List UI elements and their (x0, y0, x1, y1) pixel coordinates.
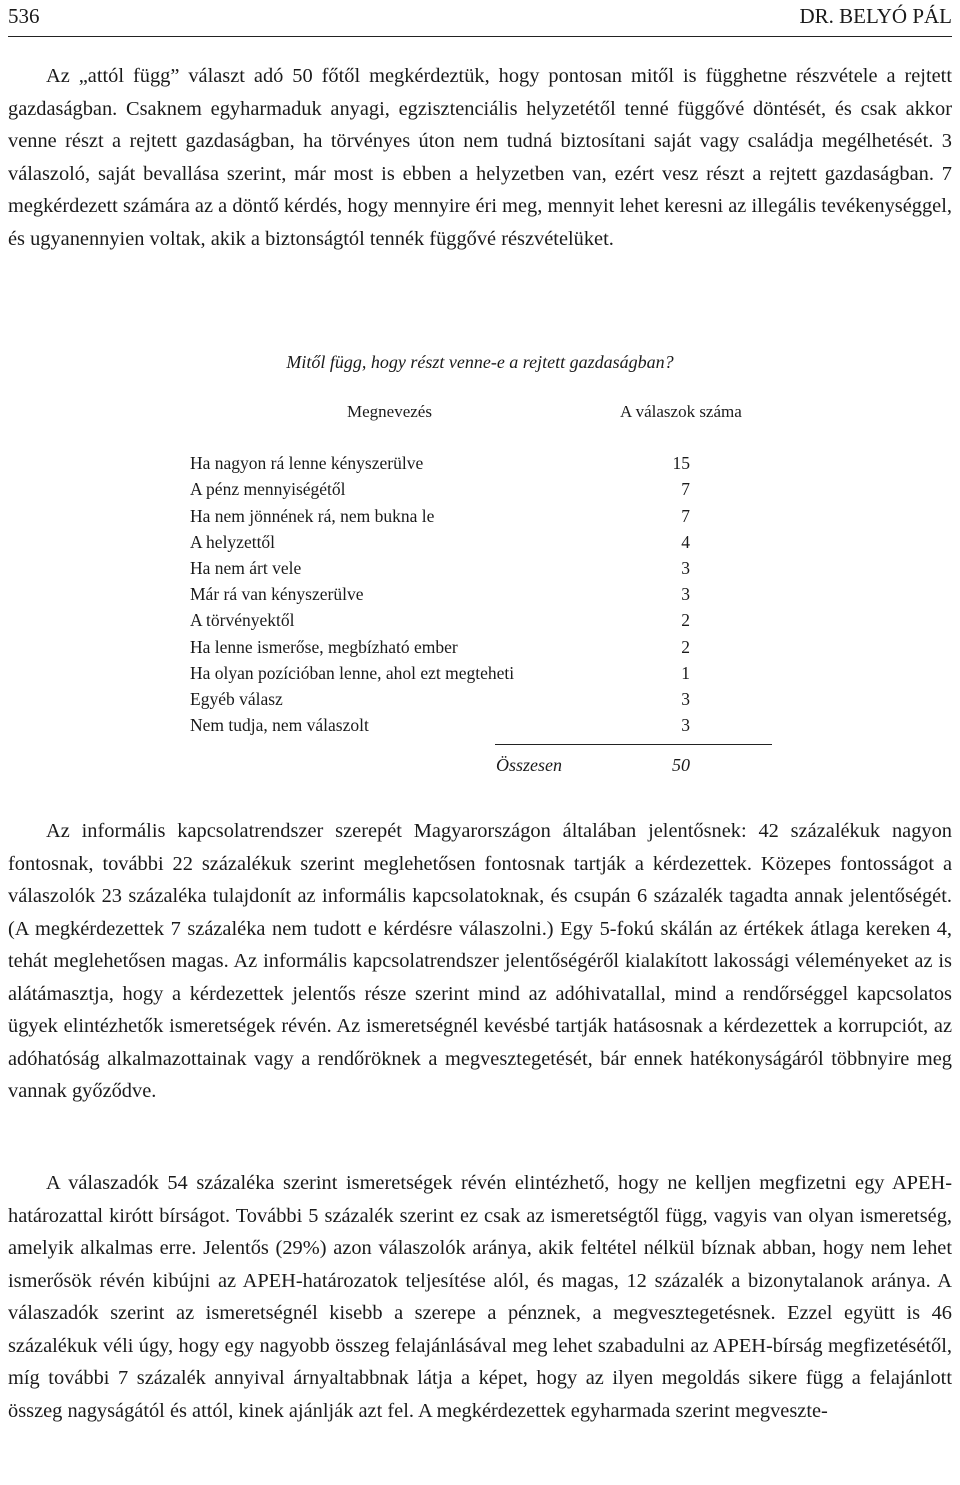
row-label: A pénz mennyiségétől (190, 479, 346, 499)
row-label: Ha nem jönnének rá, nem bukna le (190, 506, 435, 526)
table-row (190, 479, 690, 505)
table-row (190, 715, 690, 741)
row-label: Ha nem árt vele (190, 558, 302, 578)
page-number: 536 (8, 4, 40, 28)
paragraph-2: Az informális kapcsolatrendszer szerepét Magyarországon általában jelentősnek: 42 százalékuk nagyon fontosnak, további 22 százalékuk szerint meglehetősen fontosnak tartják a kérdezettek. Közepes fontosságot a válaszolók 23 százaléka tulajdonít az informális kapcsolatoknak, és csupán 6 százalék tagadta annak jelentőségét. (A megkérdezettek 7 százaléka nem tudott e kérdésre válaszolni.) Egy 5-fokú skálán az értékek átlaga kereken 4, tehát meglehetősen magas. Az informális kapcsolatrendszer jelentőségéről kialakított lakossági véleményeket az is alátámasztja, hogy a kérdezettek jelentős része szerint mind az adóhivatallal, mind a rendőrséggel kapcsolatos ügyek elintézhetők ismeretségek révén. Az ismeretségnél kevésbé tartják hatásosnak a kérdezettek a korrupciót, az adóhatóság alkalmazottainak vagy a rendőröknek a megvesztegetését, bár ennek hatékonyságáról többnyire meg vannak győződve. (8, 820, 952, 1102)
table-row (190, 506, 690, 532)
row-label: A helyzettől (190, 532, 276, 552)
row-label: A törvényektől (190, 610, 295, 630)
row-value: 1 (681, 663, 690, 683)
row-value: 7 (681, 479, 690, 499)
table-row (190, 689, 690, 715)
row-value: 3 (681, 584, 690, 604)
row-value: 3 (681, 689, 690, 709)
row-label: Ha olyan pozícióban lenne, ahol ezt megteheti (190, 663, 515, 683)
header-rule (8, 36, 952, 37)
table-row (190, 663, 690, 689)
row-value: 3 (681, 558, 690, 578)
table-row (190, 610, 690, 636)
table-row (190, 637, 690, 663)
running-author: DR. BELYÓ PÁL (799, 4, 952, 28)
table-row (190, 532, 690, 558)
table-row (190, 558, 690, 584)
column-header-name: Megnevezés (347, 402, 432, 421)
row-label: Egyéb válasz (190, 689, 283, 709)
paragraph-1: Az „attól függ” választ adó 50 főtől megkérdeztük, hogy pontosan mitől is függhetne részvétele a rejtett gazdaságban. Csaknem egyharmaduk anyagi, egzisztenciális helyzetétől tenné függővé döntését, és csak akkor venne részt a rejtett gazdaságban, ha törvényes úton nem tudná biztosítani saját vagy családja megélhetését. 3 válaszoló, saját bevallása szerint, már most is ebben a helyzetben van, ezért vesz részt a rejtett gazdaságban. 7 megkérdezett számára az a döntő kérdés, hogy mennyire éri meg, mennyit lehet keresni az illegális tevékenységgel, és ugyanennyien voltak, akik a biztonságtól tennék függővé részvételüket. (8, 65, 952, 250)
row-value: 4 (681, 532, 690, 552)
row-value: 2 (681, 637, 690, 657)
row-label: Ha nagyon rá lenne kényszerülve (190, 453, 424, 473)
row-value: 3 (681, 715, 690, 735)
table-row (190, 584, 690, 610)
row-label: Nem tudja, nem válaszolt (190, 715, 369, 735)
column-header-count: A válaszok száma (620, 402, 742, 421)
row-value: 7 (681, 506, 690, 526)
total-rule (495, 744, 772, 745)
paragraph-3: A válaszadók 54 százaléka szerint ismeretségek révén elintézhető, hogy ne kelljen megfizetni egy APEH-határozattal kirótt bírságot. További 5 százalék szerint ez csak az ismeretségtől függ, vagyis van olyan ismeretség, amelyik alkalmas erre. Jelentős (29%) azon válaszolók aránya, akik feltétel nélkül bíznak abban, hogy nem lehet ismerősök révén kibújni az APEH-határozatok teljesítése alól, és magas, 12 százalék a bizonytalanok aránya. A válaszadók szerint az ismeretségnél kisebb a szerepe a pénznek, a megvesztegetésnek. Ezzel együtt is 46 százalékuk véli úgy, hogy egy nagyobb összeg felajánlásával meg lehet szabadulni az APEH-bírság megfizetésétől, míg további 7 százalék annyival árnyaltabbnak látja a képet, hogy az ilyen megoldás sikere függ a felajánlott összeg nagyságától és attól, kinek ajánlják azt fel. A megkérdezettek egyharmada szerint megveszte- (8, 1172, 952, 1422)
total-label: Összesen (496, 755, 562, 775)
table-title: Mitől függ, hogy részt venne-e a rejtett gazdaságban? (286, 352, 674, 372)
row-value: 15 (672, 453, 690, 473)
table-row (190, 453, 690, 479)
total-value: 50 (672, 755, 690, 775)
page-header (8, 0, 952, 40)
row-label: Már rá van kényszerülve (190, 584, 364, 604)
row-value: 2 (681, 610, 690, 630)
row-label: Ha lenne ismerőse, megbízható ember (190, 637, 458, 657)
